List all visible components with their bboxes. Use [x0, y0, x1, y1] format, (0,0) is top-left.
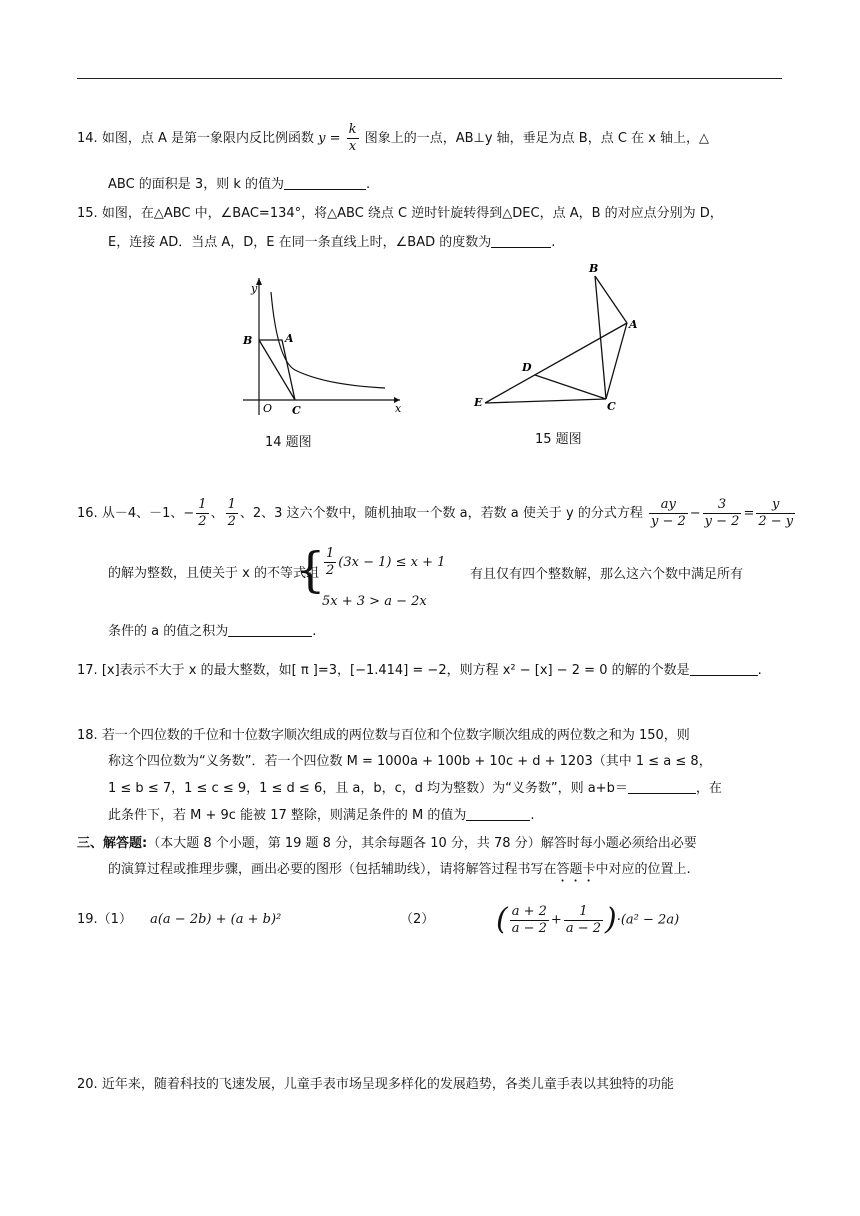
q16-line3: 条件的 a 的值之积为 .: [108, 624, 317, 639]
q19-expr1: a(a − 2b) + (a + b)²: [150, 912, 282, 927]
q14-number: 14.: [77, 131, 98, 146]
section3-title: 三、解答题:: [77, 836, 148, 851]
section3-desc2-b: 中对应的位置上.: [595, 862, 691, 877]
q19-part2-label: [400, 910, 434, 930]
q18-answer-blank-2: [466, 806, 530, 821]
fig14-label-x: x: [395, 402, 402, 415]
q18-text-line4: 此条件下，若 M + 9c 能被 17 整除，则满足条件的 M 的值为: [108, 808, 467, 823]
q19-number: 19.（1）: [77, 912, 132, 927]
q16-text-d-line: [470, 565, 743, 585]
figure-15: [465, 258, 655, 418]
q16-number: 16.: [77, 506, 98, 521]
q18-line2: [108, 752, 712, 772]
q15-line1: [77, 204, 723, 224]
fig15-label-b: B: [589, 262, 599, 275]
q16-text-b: 、2、3 这六个数中，随机抽取一个数 a，若数 a 使关于 y 的分式方程: [239, 506, 643, 521]
fig15-side-ac: [606, 323, 627, 399]
q18-text-line1: 若一个四位数的千位和十位数字顺次组成的两位数与百位和个位数字顺次组成的两位数之和为 150，则: [101, 728, 690, 743]
fig15-label-d: D: [522, 361, 532, 374]
q16-line1: 16. 从－4、－1、− $\frac{1}{2}$ 、 $\frac{1}{2}$ 、2、3 这六个数中，随机抽取一个数 a，若数 a 使关于 y 的分式方程 $\frac{ay}{y - 2}$ − $\frac{3}{y - 2}$ = $\frac{y}{2 - y}$: [77, 497, 794, 529]
q16-text-c: 的解为整数，且使关于 x 的不等式组: [108, 566, 319, 581]
fig14-triangle-abc: [259, 340, 295, 400]
q18-number: 18.: [77, 728, 98, 743]
q15-line2: E，连接 AD．当点 A，D，E 在同一条直线上时，∠BAD 的度数为 .: [108, 235, 556, 250]
q15-number: 15.: [77, 206, 98, 221]
q14-text-a: 如图，点 A 是第一象限内反比例函数: [101, 131, 314, 146]
q14-text-c: ABC 的面积是 3，则 k 的值为: [108, 177, 284, 192]
fig14-label-c: C: [292, 404, 301, 417]
figure-14: [235, 270, 405, 420]
header-rule: [77, 78, 782, 79]
q14-answer-blank: [284, 175, 366, 190]
section3-emphasis: 答题卡: [556, 862, 596, 877]
q16-answer-blank: [228, 622, 312, 637]
q16-ineq1: $\frac{1}{2}$ (3x − 1) ≤ x + 1: [326, 546, 446, 578]
q16-text-d: 有且仅有四个整数解，那么这六个数中满足所有: [470, 567, 744, 582]
q16-eq-frac1: $\frac{ay}{y - 2}$: [650, 497, 686, 529]
q19-frac2: $\frac{1}{a - 2}$: [565, 903, 601, 936]
q18-answer-blank-1: [628, 779, 696, 794]
fig14-label-y: y: [251, 282, 258, 295]
q18-text-line3: 1 ≤ b ≤ 7，1 ≤ c ≤ 9，1 ≤ d ≤ 6，且 a，b，c，d 均为整数）为“义务数”，则 a+b＝: [108, 781, 628, 796]
fig14-label-o: O: [263, 402, 273, 415]
q14-func-lhs: y =: [318, 131, 341, 146]
q15-text-a: 如图，在△ABC 中，∠BAC=134°，将△ABC 绕点 C 逆时针旋转得到△DEC，点 A，B 的对应点分别为 D，: [101, 206, 723, 221]
fig15-label-e: E: [474, 396, 483, 409]
fig14-label-a: A: [285, 332, 294, 345]
q16-eq-frac2: $\frac{3}{y - 2}$: [704, 497, 740, 529]
q20-text: 近年来，随着科技的飞速发展，儿童手表市场呈现多样化的发展趋势，各类儿童手表以其独特的功能: [101, 1077, 674, 1092]
section3-line2: [108, 860, 691, 885]
q20-line: [77, 1075, 674, 1095]
fig14-label-b: B: [243, 334, 253, 347]
q16-text-e: 条件的 a 的值之积为: [108, 624, 229, 639]
q19-frac1: $\frac{a + 2}{a - 2}$: [511, 903, 547, 936]
fig15-side-ba: [595, 276, 627, 323]
q16-half: $\frac{1}{2}$: [227, 497, 236, 529]
q20-number: 20.: [77, 1077, 98, 1092]
q17-answer-blank: [690, 661, 758, 676]
q14-text-b: 图象上的一点，AB⊥y 轴，垂足为点 B，点 C 在 x 轴上，△: [364, 131, 709, 146]
fig15-side-dc: [535, 375, 606, 399]
q16-text-a: 从－4、－1、: [101, 506, 184, 521]
fig15-caption: 15 题图: [535, 432, 582, 447]
q18-line1: [77, 726, 690, 746]
q19-part2: （2）: [400, 912, 435, 927]
fig15-label-c: C: [607, 400, 616, 413]
fig14-caption: 14 题图: [265, 435, 312, 450]
q14-line1: [77, 122, 709, 155]
q17-text: [x]表示不大于 x 的最大整数，如[ π ]=3，[−1.414] = −2，则方程 x² − [x] − 2 = 0 的解的个数是: [101, 663, 690, 678]
q18-line4: 此条件下，若 M + 9c 能被 17 整除，则满足条件的 M 的值为 .: [108, 808, 535, 823]
q16-eq-frac3: $\frac{y}{2 - y}$: [758, 497, 794, 529]
q15-answer-blank: [491, 233, 551, 248]
q17-line: 17. [x]表示不大于 x 的最大整数，如[ π ]=3，[−1.414] = −2，则方程 x² − [x] − 2 = 0 的解的个数是 .: [77, 663, 762, 678]
q18-line3: 1 ≤ b ≤ 7，1 ≤ c ≤ 9，1 ≤ d ≤ 6，且 a，b，c，d 均为整数）为“义务数”，则 a+b＝ ，在: [108, 781, 722, 796]
q15-text-b: E，连接 AD．当点 A，D，E 在同一条直线上时，∠BAD 的度数为: [108, 235, 492, 250]
q19-part1: [77, 910, 281, 930]
q14-line2: ABC 的面积是 3，则 k 的值为 .: [108, 177, 371, 192]
q19-expr2: ( $\frac{a + 2}{a - 2}$ + $\frac{1}{a - 2}$ )·(a² − 2a): [496, 902, 680, 937]
q16-text-c-line: [108, 564, 319, 584]
q18-text-line2: 称这个四位数为“义务数”．若一个四位数 M = 1000a + 100b + 10c + d + 1203（其中 1 ≤ a ≤ 8，: [108, 754, 712, 769]
q17-number: 17.: [77, 663, 98, 678]
fig15-side-ec: [485, 399, 606, 403]
section3-desc2-a: 的演算过程或推理步骤，画出必要的图形（包括辅助线），请将解答过程书写在: [108, 862, 557, 877]
q16-brace: {: [295, 542, 326, 598]
fig15-label-a: A: [629, 318, 638, 331]
section3-line1: [77, 834, 697, 854]
q16-ineq-half: $\frac{1}{2}$: [326, 546, 335, 578]
section3-desc1: （本大题 8 个小题，第 19 题 8 分，其余每题各 10 分，共 78 分）解答时每小题必须给出必要: [147, 836, 697, 851]
q16-ineq2: 5x + 3 > a − 2x: [322, 594, 427, 609]
q14-func-fraction: $\frac{k}{x}$: [348, 122, 357, 154]
q16-neg-half: $\frac{1}{2}$: [198, 497, 207, 529]
